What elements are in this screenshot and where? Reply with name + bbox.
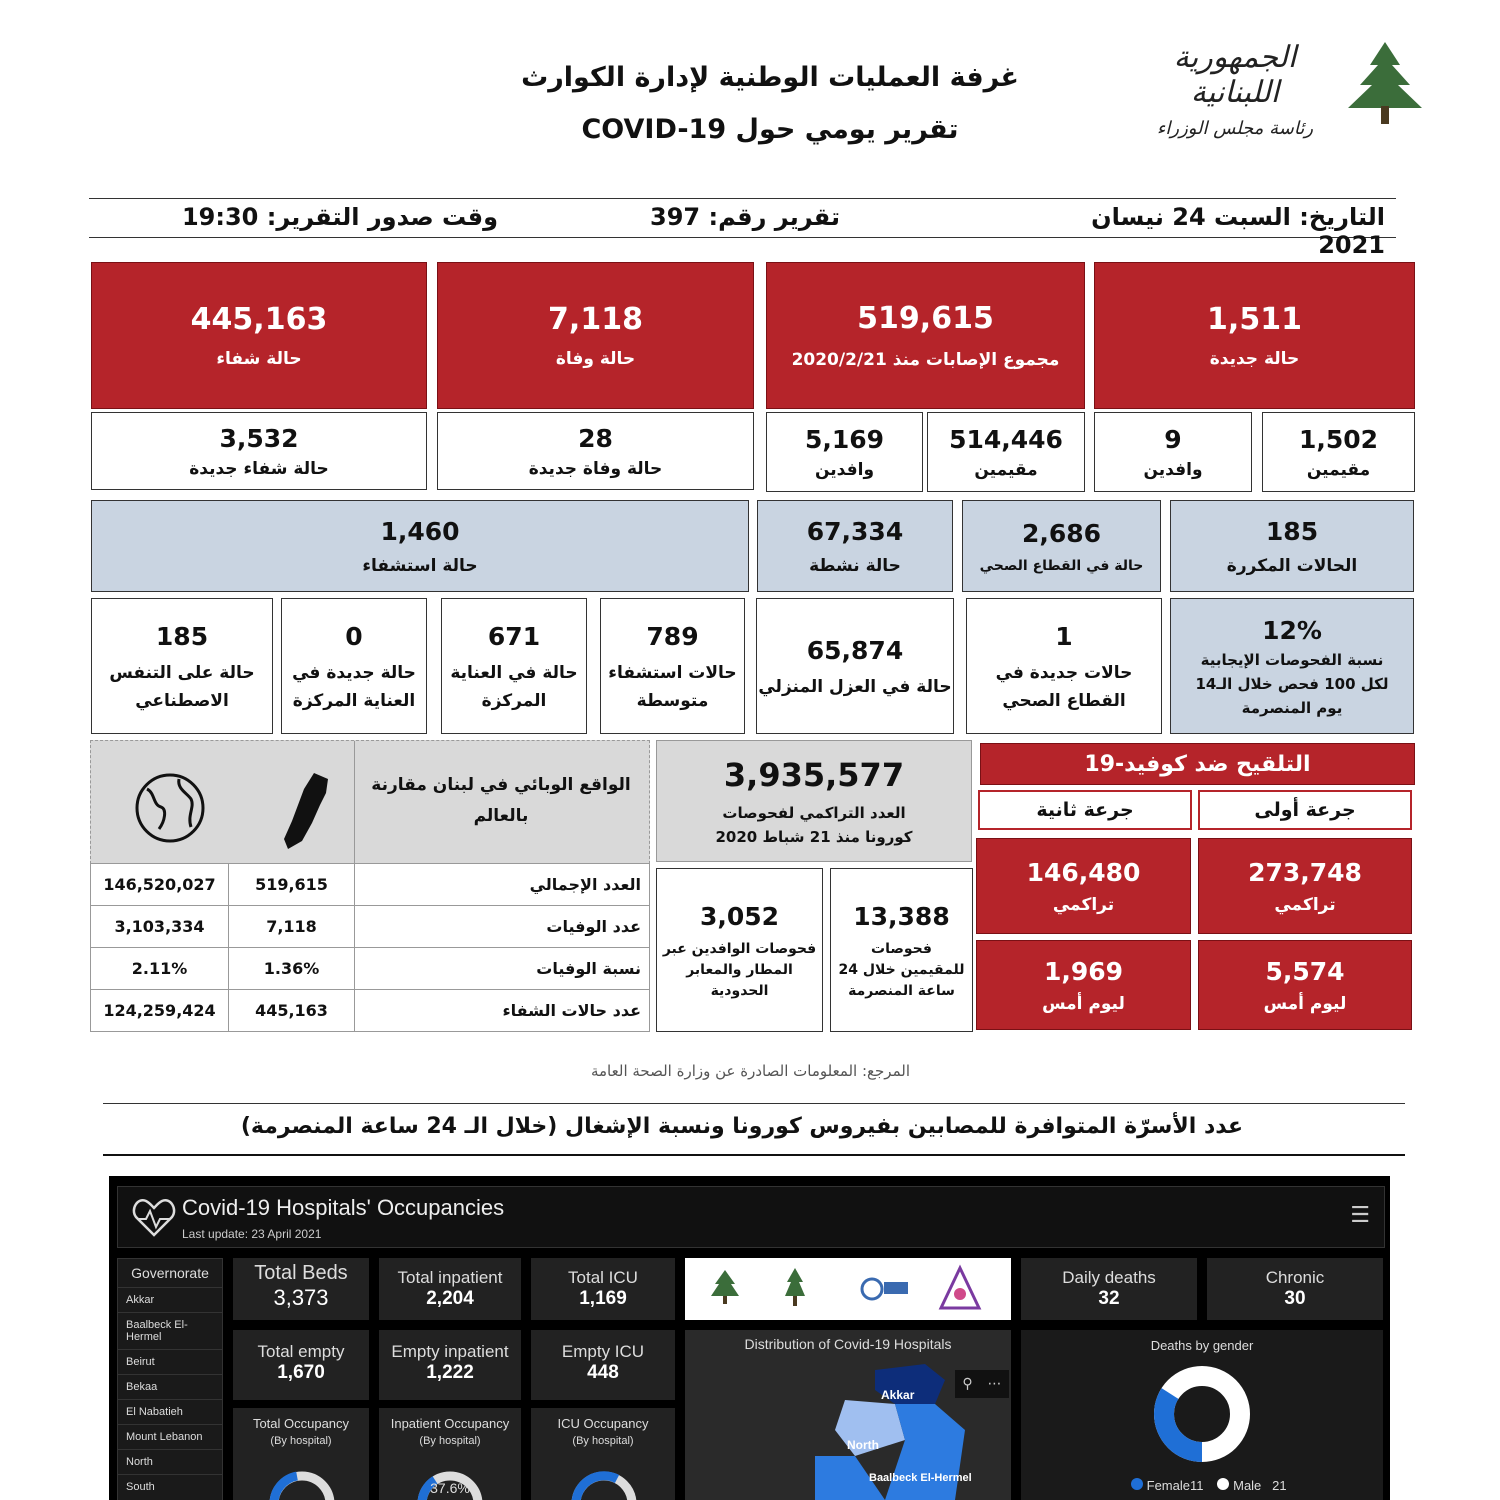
total-residents-label: مقيمين [974,459,1038,480]
total-occupancy-gauge [267,1466,337,1500]
comparison-row [91,906,650,948]
total-inpatient-label: Total inpatient [397,1268,503,1287]
legend-female: Female11 [1131,1478,1203,1493]
resident-tests-value: 13,388 [853,901,950,931]
total-inpatient-value: 2,204 [426,1288,474,1309]
deaths-value: 7,118 [548,302,643,337]
new-deaths-card [437,412,754,490]
university-logo-icon [935,1264,985,1312]
icu-label2: المركزة [481,690,547,711]
report-number: تقرير رقم: 397 [650,203,840,231]
globe-icon [133,771,207,845]
positivity-label1: نسبة الفحوصات الإيجابية [1200,650,1384,669]
ministry-logo-icon [775,1266,815,1310]
deaths-label: حالة وفاة [555,349,636,369]
dose1-header: جرعة أولى [1198,790,1412,830]
total-arrivals-value: 5,169 [804,424,885,454]
total-occupancy-sub: (By hospital) [270,1435,332,1447]
ventilator-card [91,598,273,734]
positivity-value: 12% [1262,615,1322,645]
new-icu-value: 0 [345,621,363,651]
new-arrivals-card [1094,412,1252,492]
arrival-tests-card [656,868,823,1032]
active-label: حالة نشطة [809,555,901,576]
cedar-logo-icon [705,1268,745,1308]
dose1-total-value: 273,748 [1248,857,1362,887]
new-deaths-value: 28 [578,423,613,453]
health-sector-value: 2,686 [1021,518,1102,548]
daily-deaths-value: 32 [1098,1288,1120,1309]
icu-occupancy-tile [531,1408,675,1500]
inpatient-occupancy-tile [379,1408,521,1500]
ventilator-label2: الاصطناعي [135,690,229,711]
icu-occupancy-label: ICU Occupancy [557,1416,649,1431]
repeated-cases-card [1170,500,1414,592]
comparison-label: عدد حالات الشفاء [355,990,650,1032]
cumulative-tests-label1: العدد التراكمي لفحوصات [722,804,906,822]
dashboard-update: Last update: 23 April 2021 [182,1227,322,1241]
moderate-card [600,598,745,734]
deaths-card [437,262,754,409]
inpatient-occupancy-sub: (By hospital) [419,1435,481,1447]
header-subtitle: تقرير يومي حول COVID-19 [581,114,959,145]
comparison-label: نسبة الوفيات [355,948,650,990]
total-empty-tile [233,1330,369,1400]
gender-title: Deaths by gender [1150,1338,1254,1353]
new-residents-label: مقيمين [1306,459,1371,480]
governorate-item[interactable]: North [118,1449,222,1474]
lebanon-value: 519,615 [229,864,355,906]
icu-value: 671 [487,621,541,651]
icu-occupancy-gauge [569,1466,639,1500]
total-beds-value: 3,373 [273,1285,329,1310]
total-cases-label: مجموع الإصابات منذ 2020/2/21 [791,350,1060,370]
total-icu-label: Total ICU [568,1268,638,1287]
legend-male: Male 21 [1217,1478,1286,1493]
new-residents-card [1262,412,1415,492]
governorate-header: Governorate [131,1265,209,1281]
active-value: 67,334 [806,516,904,546]
new-cases-value: 1,511 [1207,302,1302,337]
total-residents-card [927,412,1085,492]
empty-icu-tile [531,1330,675,1400]
recovered-label: حالة شفاء [216,349,302,369]
governorate-item[interactable]: Akkar [118,1287,222,1312]
positivity-card [1170,598,1414,734]
map-label-akkar: Akkar [881,1388,915,1402]
total-arrivals-label: وافدين [814,459,875,480]
home-isolation-value: 65,874 [806,635,904,665]
arrival-tests-label1: فحوصات الوافدين عبر [662,940,817,957]
source-note: المرجع: المعلومات الصادرة عن وزارة الصحة العامة [590,1062,910,1080]
chronic-value: 30 [1284,1288,1306,1309]
governorate-item[interactable]: Beirut [118,1349,222,1374]
hospital-map[interactable] [685,1330,1011,1500]
empty-inpatient-tile [379,1330,521,1400]
new-health-value: 1 [1055,621,1073,651]
government-logo-text [1130,40,1340,139]
vaccination-title: التلقيح ضد كوفيد-19 [980,743,1415,785]
total-residents-value: 514,446 [949,424,1063,454]
map-label-north: North [847,1438,879,1452]
world-value: 146,520,027 [91,864,229,906]
daily-deaths-label: Daily deaths [1062,1268,1156,1287]
menu-icon[interactable]: ☰ [1350,1203,1370,1228]
header-title: غرفة العمليات الوطنية لإدارة الكوارث [521,62,1019,93]
moderate-label1: حالات استشفاء [608,662,737,683]
more-options-icon[interactable]: ⋯ [987,1376,1002,1392]
total-occupancy-label: Total Occupancy [252,1416,350,1431]
dose2-yesterday-label: ليوم أمس [1042,993,1125,1014]
new-recovered-value: 3,532 [219,423,299,453]
dose1-total-label: تراكمي [1274,894,1336,915]
new-health-label1: حالات جديدة في [995,662,1133,683]
empty-inpatient-value: 1,222 [426,1362,474,1383]
new-health-sector-card [966,598,1162,734]
home-isolation-label: حالة في العزل المنزلي [758,676,952,697]
dose1-total-card [1198,838,1412,934]
new-deaths-label: حالة وفاة جديدة [528,458,663,479]
dose2-total-value: 146,480 [1026,857,1141,887]
recovered-value: 445,163 [190,302,328,337]
arrival-tests-label2: المطار والمعابر [686,961,793,978]
empty-icu-label: Empty ICU [561,1342,645,1361]
new-icu-label1: حالة جديدة في [292,662,416,683]
cumulative-tests-label2: كورونا منذ 21 شباط 2020 [715,828,913,846]
resident-tests-label2: للمقيمين خلال 24 [838,961,965,978]
dose2-total-label: تراكمي [1052,894,1115,915]
new-health-label2: القطاع الصحي [1002,690,1126,711]
positivity-label3: يوم المنصرمة [1241,698,1343,717]
cnrs-logo-icon [860,1272,910,1306]
new-cases-label: حالة جديدة [1209,349,1300,369]
total-inpatient-tile [379,1258,521,1320]
dose1-yesterday-value: 5,574 [1265,956,1345,986]
recovered-card [91,262,427,409]
daily-deaths-tile [1021,1258,1197,1320]
resident-tests-label3: ساعة المنصرمة [848,982,955,999]
comparison-row [91,864,650,906]
lebanon-value: 7,118 [229,906,355,948]
dose1-yesterday-card [1198,940,1412,1030]
icu-occupancy-sub: (By hospital) [572,1435,634,1447]
repeated-label: الحالات المكررة [1226,555,1358,576]
new-recovered-card [91,412,427,490]
lebanon-value: 445,163 [229,990,355,1032]
lebanon-value: 1.36% [229,948,355,990]
new-residents-value: 1,502 [1298,424,1379,454]
total-cases-card [766,262,1085,409]
new-cases-card [1094,262,1415,409]
dashboard-title: Covid-19 Hospitals' Occupancies [182,1195,505,1220]
dose2-header: جرعة ثانية [978,790,1192,830]
active-cases-card [757,500,953,592]
dashboard-header [117,1186,1385,1248]
new-arrivals-label: وافدين [1143,459,1203,480]
icu-card [441,598,587,734]
partner-logos [685,1258,1011,1320]
total-occupancy-tile [233,1408,369,1500]
dose2-yesterday-value: 1,969 [1043,956,1124,986]
cumulative-tests-value: 3,935,577 [723,756,905,794]
comparison-heading: الواقع الوبائي في لبنان مقارنة بالعالم [371,775,631,826]
total-empty-label: Total empty [257,1342,345,1361]
total-icu-value: 1,169 [579,1288,627,1309]
governorate-item[interactable]: Bekaa [118,1374,222,1399]
comparison-row [91,990,650,1032]
map-title: Distribution of Covid-19 Hospitals [744,1336,952,1352]
health-sector-label: حالة في القطاع الصحي [979,557,1144,574]
total-empty-value: 1,670 [277,1362,325,1383]
moderate-value: 789 [646,621,699,651]
magnifier-icon[interactable]: ⚲ [962,1376,973,1392]
dose1-yesterday-label: ليوم أمس [1263,993,1347,1014]
comparison-label: عدد الوفيات [355,906,650,948]
comparison-header [90,740,650,864]
total-beds-label: Total Beds [254,1262,348,1284]
governorate-item[interactable]: Baalbeck El-Hermel [118,1312,222,1349]
total-icu-tile [531,1258,675,1320]
gender-legend [1131,1478,1287,1493]
hospitalized-value: 1,460 [380,516,460,546]
world-value: 124,259,424 [91,990,229,1032]
logo-line1: الجمهورية اللبنانية [1173,40,1297,110]
positivity-label2: لكل 100 فحص خلال الـ14 [1195,674,1389,693]
comparison-label: العدد الإجمالي [355,864,650,906]
governorate-item[interactable]: South [118,1474,222,1499]
ventilator-value: 185 [155,621,209,651]
hospital-dashboard [109,1176,1390,1500]
report-date: التاريخ: السبت 24 نيسان 2021 [1091,203,1385,259]
dose2-total-card [976,838,1191,934]
resident-tests-label1: فحوصات [871,940,932,957]
inpatient-occupancy-value: 37.6% [430,1480,470,1496]
governorate-item[interactable]: El Nabatieh [118,1399,222,1424]
comparison-row [91,948,650,990]
new-arrivals-value: 9 [1164,424,1182,454]
empty-icu-value: 448 [587,1362,619,1383]
beds-heading: عدد الأسرّة المتوافرة للمصابين بفيروس كورونا ونسبة الإشغال (خلال الـ 24 ساعة المنصرمة) [240,1114,1243,1139]
gender-donut [1152,1364,1252,1464]
health-sector-card [962,500,1161,592]
world-value: 2.11% [91,948,229,990]
total-arrivals-card [766,412,923,492]
map-toolbar [955,1370,1009,1398]
chronic-label: Chronic [1265,1268,1325,1287]
cumulative-tests-card [656,740,972,862]
comparison-table [90,863,650,1032]
total-beds-tile [233,1258,369,1320]
logo-line2: رئاسة مجلس الوزراء [1156,118,1314,139]
governorate-item[interactable]: Mount Lebanon [118,1424,222,1449]
icu-label1: حالة في العناية [450,662,578,683]
inpatient-occupancy-label: Inpatient Occupancy [390,1416,510,1431]
repeated-value: 185 [1265,516,1319,546]
governorate-list [117,1258,223,1500]
arrival-tests-value: 3,052 [699,901,780,931]
resident-tests-card [830,868,973,1032]
arrival-tests-label3: الحدودية [710,982,769,999]
dose2-yesterday-card [976,940,1191,1030]
new-recovered-label: حالة شفاء جديدة [189,458,329,479]
lebanon-map-icon [276,771,336,851]
deaths-by-gender-panel [1021,1330,1383,1500]
report-time: وقت صدور التقرير: 19:30 [181,203,499,231]
total-cases-value: 519,615 [857,301,994,336]
hospitalized-card [91,500,749,592]
new-icu-card [281,598,427,734]
map-label-baalbeck: Baalbeck El-Hermel [869,1472,972,1484]
home-isolation-card [756,598,954,734]
hospitalized-label: حالة استشفاء [362,555,478,576]
world-value: 3,103,334 [91,906,229,948]
new-icu-label2: العناية المركزة [292,690,416,711]
moderate-label2: متوسطة [636,690,709,711]
heart-pulse-icon [132,1197,176,1237]
empty-inpatient-label: Empty inpatient [391,1342,509,1361]
cedar-icon [1340,40,1430,128]
chronic-tile [1207,1258,1383,1320]
ventilator-label1: حالة على التنفس [109,662,255,683]
